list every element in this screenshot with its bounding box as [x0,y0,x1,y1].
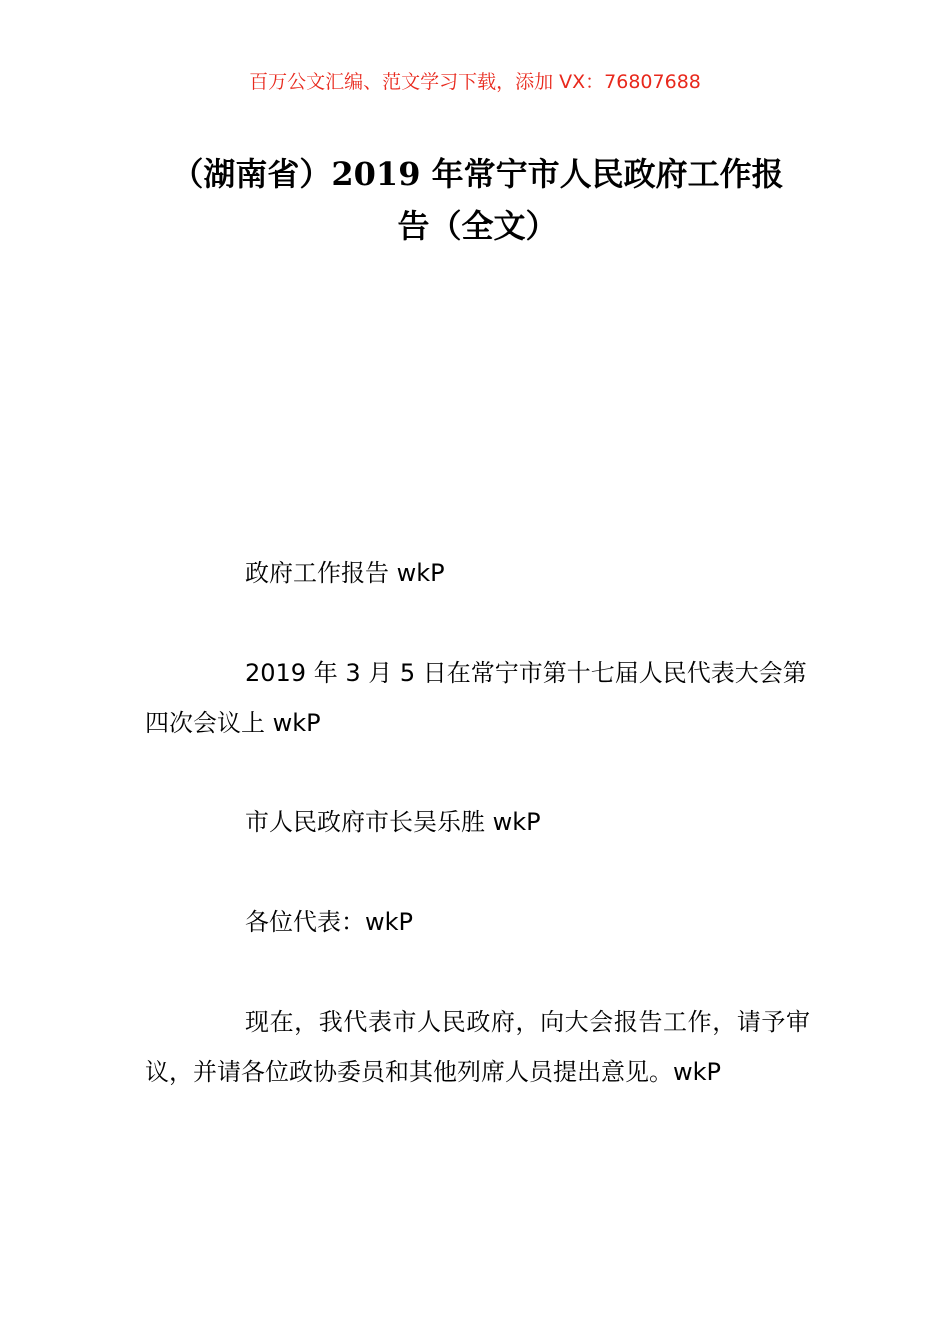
title-line-2: 告（全文） [397,207,558,245]
paragraph-meeting-info [145,648,810,748]
paragraph-salutation [145,897,810,947]
paragraph-text: 2019 年 3 月 5 日在常宁市第十七届人民代表大会第四次会议上 wkP [145,659,807,737]
document-title [145,148,810,252]
paragraph-text: 政府工作报告 wkP [245,559,445,587]
paragraph-text: 市人民政府市长吴乐胜 wkP [245,808,541,836]
paragraph-text: 现在，我代表市人民政府，向大会报告工作，请予审议，并请各位政协委员和其他列席人员提出意见。wkP [145,1008,810,1086]
header-promo-text: 百万公文汇编、范文学习下载，添加 VX：76807688 [249,71,701,93]
paragraph-opening [145,997,810,1097]
paragraph-text: 各位代表：wkP [245,908,413,936]
title-line-1: （湖南省）2019 年常宁市人民政府工作报 [171,155,784,193]
header-promo-note [0,68,950,96]
paragraph-report-label [145,548,810,598]
paragraph-mayor [145,797,810,847]
